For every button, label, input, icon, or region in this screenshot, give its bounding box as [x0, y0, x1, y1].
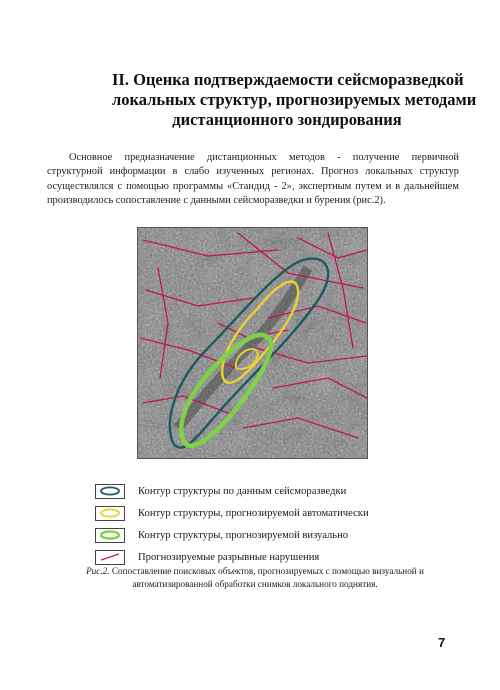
green-ellipse-icon	[99, 530, 121, 540]
heading-line-2: локальных структур, прогнозируемых методами	[112, 90, 477, 109]
yellow-ellipse-icon	[99, 508, 121, 518]
legend-label-seismic: Контур структуры по данным сейсморазведки	[138, 485, 347, 497]
heading-line-3: дистанционного зондирования	[172, 110, 402, 129]
heading-line-1: II. Оценка подтверждаемости сейсморазведкой	[112, 70, 464, 89]
legend-swatch-auto	[95, 506, 125, 521]
page-number: 7	[438, 635, 446, 650]
legend-swatch-faults	[95, 550, 125, 565]
figure-caption	[60, 565, 450, 590]
red-line-icon	[99, 552, 121, 562]
satellite-image	[138, 228, 367, 458]
legend-swatch-visual	[95, 528, 125, 543]
figure-legend	[95, 480, 435, 568]
legend-label-auto: Контур структуры, прогнозируемой автоматически	[138, 507, 369, 519]
legend-label-faults: Прогнозируемые разрывные нарушения	[138, 551, 320, 563]
legend-label-visual: Контур структуры, прогнозируемой визуально	[138, 529, 349, 541]
caption-text: Сопоставление поисковых объектов, прогнозируемых с помощью визуальной и автоматизированной обработки снимков локального поднятия.	[111, 566, 424, 589]
legend-swatch-seismic	[95, 484, 125, 499]
dark-teal-ellipse-icon	[99, 486, 121, 496]
legend-item-visual	[95, 524, 435, 546]
section-heading	[112, 70, 477, 130]
legend-item-seismic	[95, 480, 435, 502]
figure-reference: Рис.2.	[86, 566, 110, 576]
intro-text	[47, 151, 459, 208]
satellite-image-figure	[137, 227, 368, 459]
intro-paragraph: Основное предназначение дистанционных методов - получение первичной структурной информации в слабо изученных регионах. Прогноз локальных структур осуществлялся с помощью программы «Стандид - 2», экспертным путем и в дальнейшем производилось сопоставление с данными сейсморазведки и бурения (рис.2).	[47, 152, 459, 206]
legend-item-auto	[95, 502, 435, 524]
